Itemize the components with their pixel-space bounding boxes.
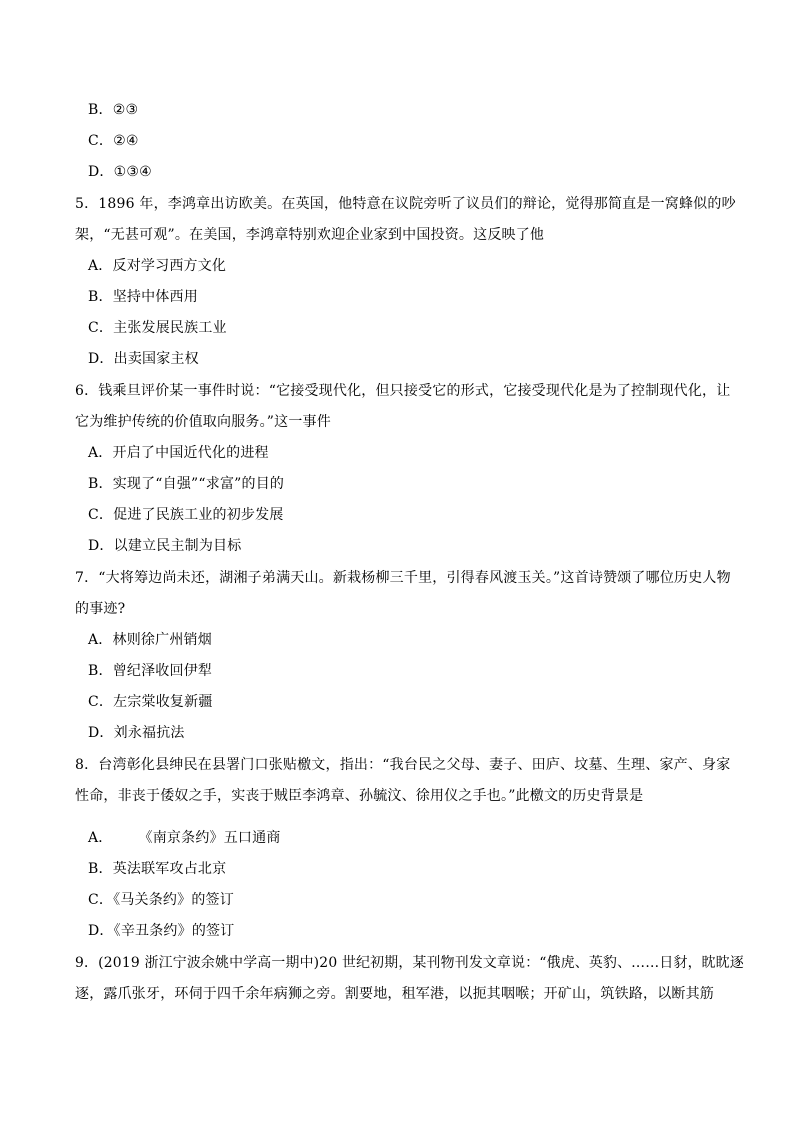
q8-stem-continued: 性命，非丧于倭奴之手，实丧于贼臣李鸿章、孙毓汶、徐用仪之手也。”此檄文的历史背景是 bbox=[75, 788, 644, 804]
q7-option-a[interactable] bbox=[88, 630, 212, 650]
option-letter: A． bbox=[88, 830, 113, 846]
q9-stem: 9．(2019 浙江宁波余姚中学高一期中)20 世纪初期，某刊物刊发文章说：“俄虎、英豹、……日豺，眈眈逐 bbox=[75, 955, 744, 971]
option-text: 实现了“自强”“求富”的目的 bbox=[112, 476, 285, 492]
option-text: 林则徐广州销烟 bbox=[112, 632, 212, 648]
option-letter: B． bbox=[88, 861, 113, 877]
option-letter: C． bbox=[88, 320, 114, 336]
option-letter: C． bbox=[88, 892, 114, 908]
option-letter: A． bbox=[88, 632, 113, 648]
q6-stem: 6．钱乘旦评价某一事件时说：“它接受现代化，但只接受它的形式，它接受现代化是为了控制现代化，让 bbox=[75, 383, 731, 399]
q7-stem-continued: 的事迹? bbox=[75, 601, 126, 617]
option-text: 刘永福抗法 bbox=[113, 725, 185, 741]
option-text: 曾纪泽收回伊犁 bbox=[112, 663, 213, 679]
option-letter: C． bbox=[88, 507, 114, 523]
option-letter: C． bbox=[88, 133, 114, 149]
option-text: 以建立民主制为目标 bbox=[113, 538, 242, 554]
q6-option-b[interactable] bbox=[88, 474, 284, 494]
q4-option-d[interactable] bbox=[88, 162, 152, 182]
option-letter: A． bbox=[88, 258, 113, 274]
q8-option-d[interactable] bbox=[88, 921, 234, 941]
q4-option-c[interactable] bbox=[88, 131, 139, 151]
q6-option-c[interactable] bbox=[88, 505, 284, 525]
option-letter: A． bbox=[88, 445, 113, 461]
option-letter: C． bbox=[88, 694, 114, 710]
option-text: ②④ bbox=[113, 133, 139, 149]
option-text: 左宗棠收复新疆 bbox=[113, 694, 213, 710]
q7-option-d[interactable] bbox=[88, 723, 185, 743]
option-text: 促进了民族工业的初步发展 bbox=[113, 507, 284, 523]
q6-stem-continued: 它为维护传统的价值取向服务。”这一事件 bbox=[75, 414, 331, 430]
option-letter: B． bbox=[88, 476, 113, 492]
q9-stem-continued: 逐，露爪张牙，环伺于四千余年病狮之旁。割要地，租军港，以扼其咽喉；开矿山，筑铁路，以断其筋 bbox=[75, 986, 714, 1002]
q5-option-d[interactable] bbox=[88, 349, 199, 369]
option-text: 《辛丑条约》的签订 bbox=[113, 923, 235, 939]
q7-option-c[interactable] bbox=[88, 692, 213, 712]
q8-stem: 8．台湾彰化县绅民在县署门口张贴檄文，指出：“我台民之父母、妻子、田庐、坟墓、生理、家产、身家 bbox=[75, 757, 731, 773]
option-letter: B． bbox=[88, 102, 113, 118]
q7-option-b[interactable] bbox=[88, 661, 212, 681]
q8-option-b[interactable] bbox=[88, 859, 226, 879]
option-text: ①③④ bbox=[113, 164, 152, 180]
option-letter: B． bbox=[88, 289, 113, 305]
option-letter: D． bbox=[88, 164, 114, 180]
option-text: 出卖国家主权 bbox=[113, 351, 199, 367]
option-letter: D． bbox=[88, 351, 114, 367]
q6-option-d[interactable] bbox=[88, 536, 241, 556]
option-text: 反对学习西方文化 bbox=[112, 258, 227, 274]
option-text: 坚持中体西用 bbox=[112, 289, 198, 305]
option-letter: D． bbox=[88, 538, 114, 554]
q5-option-c[interactable] bbox=[88, 318, 227, 338]
q6-option-a[interactable] bbox=[88, 443, 269, 463]
option-letter: D． bbox=[88, 725, 114, 741]
q8-option-c[interactable] bbox=[88, 890, 234, 910]
q5-stem: 5．1896 年，李鸿章出访欧美。在英国，他特意在议院旁听了议员们的辩论，觉得那简直是一窝蜂似的吵 bbox=[75, 196, 736, 212]
q7-stem: 7．“大将筹边尚未还，湖湘子弟满天山。新栽杨柳三千里，引得春风渡玉关。”这首诗赞颂了哪位历史人物 bbox=[75, 570, 731, 586]
q4-option-b[interactable] bbox=[88, 100, 138, 120]
option-text: 英法联军攻占北京 bbox=[112, 861, 227, 877]
q8-option-a[interactable] bbox=[88, 828, 281, 848]
q5-stem-continued: 架，“无甚可观”。在美国，李鸿章特别欢迎企业家到中国投资。这反映了他 bbox=[75, 227, 545, 243]
option-text: ②③ bbox=[112, 102, 139, 118]
option-text: 《马关条约》的签订 bbox=[113, 892, 234, 908]
q5-option-a[interactable] bbox=[88, 256, 226, 276]
option-letter: D． bbox=[88, 923, 114, 939]
option-text: 主张发展民族工业 bbox=[113, 320, 227, 336]
option-text: 《南京条约》五口通商 bbox=[138, 830, 281, 846]
option-letter: B． bbox=[88, 663, 113, 679]
option-text: 开启了中国近代化的进程 bbox=[112, 445, 269, 461]
q5-option-b[interactable] bbox=[88, 287, 198, 307]
